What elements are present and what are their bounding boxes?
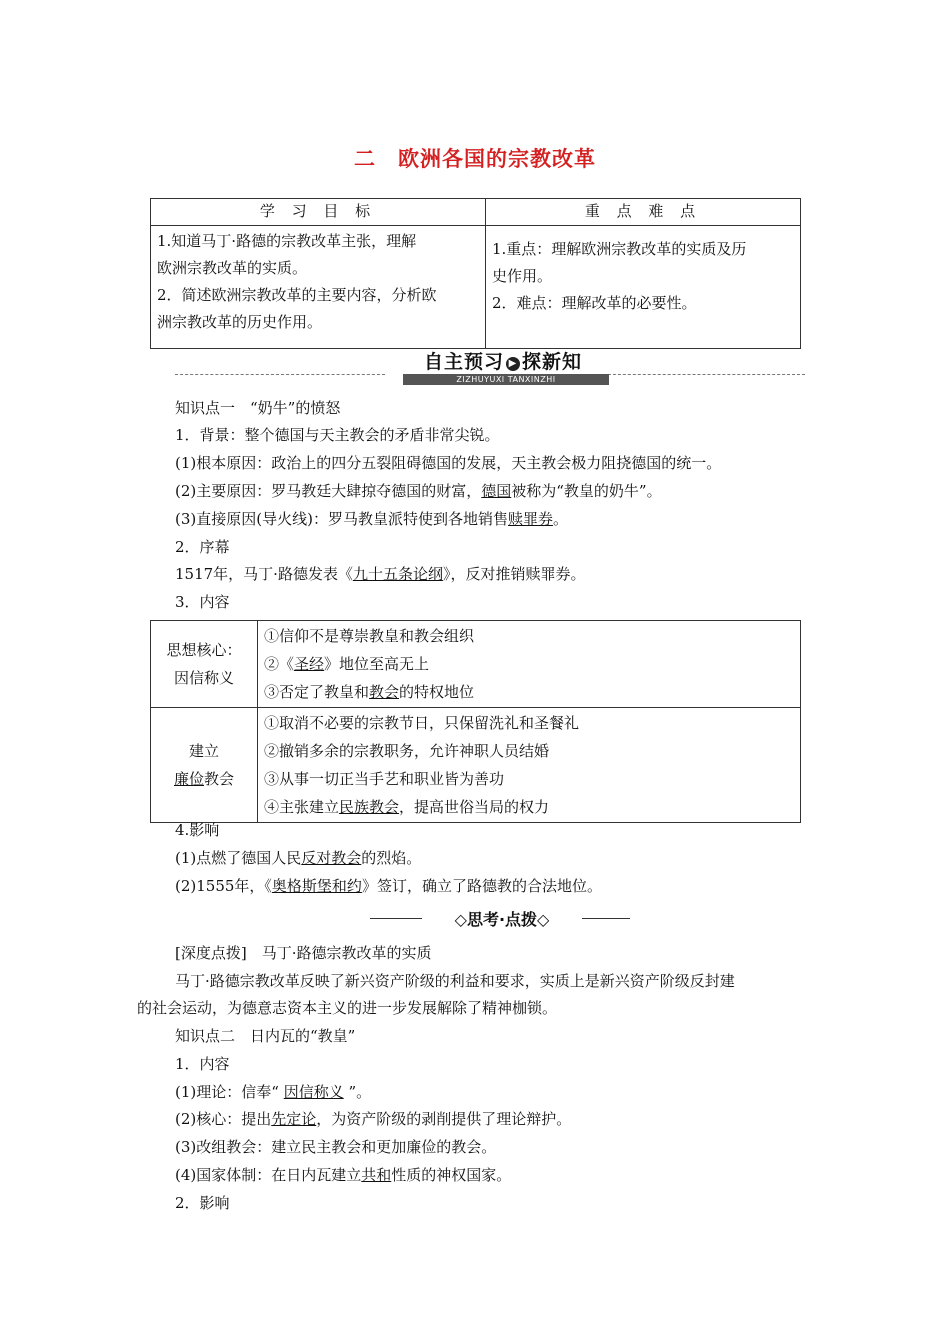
page-title: 二 欧洲各国的宗教改革 [354,147,596,171]
underlined-term: 德国 [481,482,512,500]
kp2-reorganize: (3)改组教会：建立民主教会和更加廉俭的教会。 [175,1138,497,1156]
underlined-term: 因信称义 [283,1083,344,1101]
content-key-cell [151,708,258,823]
underlined-term: 教会 [369,683,400,701]
kp1-background: 1．背景：整个德国与天主教会的矛盾非常尖锐。 [175,426,500,444]
text: 的特权地位 [399,683,475,701]
kp1-impact-1 [175,848,421,868]
banner-title-b: 探新知 [522,351,583,373]
goals-right-line: 2．难点：理解改革的必要性。 [492,294,697,312]
underlined-term: 赎罪券 [507,510,553,528]
underlined-term: 廉俭 [173,770,204,788]
divider-title: ◇思考·点拨◇ [454,910,550,929]
text: ④主张建立 [264,798,340,816]
content-value-line [264,678,799,706]
kp1-content-heading: 3．内容 [175,593,230,611]
text: 》签订，确立了路德教的合法地位。 [361,877,602,895]
kp2-core [175,1109,571,1129]
text: 性质的神权国家。 [391,1166,512,1184]
underlined-term: 民族教会 [339,798,400,816]
section-banner [175,347,805,385]
goals-header-left: 学 习 目 标 [151,199,486,226]
text: (1)理论：信奉“ [175,1083,284,1101]
goals-right-line: 1.重点：理解欧洲宗教改革的实质及历 [492,240,747,258]
text: 被称为“教皇的奶牛”。 [511,482,662,500]
divider-line-left [370,918,422,919]
goals-left-line: 2．简述欧洲宗教改革的主要内容，分析欧 [157,286,437,304]
kp1-direct-cause [175,509,568,529]
kp1-prelude-heading: 2．序幕 [175,538,230,556]
content-value-cell [258,708,801,823]
banner-subtitle: ZIZHUYUXI TANXINZHI [403,374,609,385]
content-value-line: ③从事一切正当手艺和职业皆为善功 [264,770,505,788]
insight-line: 马丁·路德宗教改革反映了新兴资产阶级的利益和要求，实质上是新兴资产阶级反封建 [175,972,735,990]
kp1-main-cause [175,481,662,501]
divider-line-right [582,918,630,919]
content-key-line: 建立 [188,742,219,760]
kp1-impact-2 [175,876,602,896]
kp2-heading: 知识点二 日内瓦的“教皇” [175,1027,356,1045]
text: 》，反对推销赎罪券。 [442,565,586,583]
content-value-line: ②撤销多余的宗教职务，允许神职人员结婚 [264,742,550,760]
underlined-term: 先定论 [271,1110,317,1128]
arrow-right-icon: ▶ [506,357,520,371]
goals-left-line: 洲宗教改革的历史作用。 [157,313,323,331]
kp1-impact-heading: 4.影响 [175,821,220,839]
underlined-term: 反对教会 [301,849,362,867]
underlined-term: 圣经 [294,655,325,673]
kp2-content-heading: 1．内容 [175,1055,230,1073]
text: 教会 [204,770,235,788]
insight-heading: [深度点拨] 马丁·路德宗教改革的实质 [175,944,432,962]
learning-goals-table [150,198,801,349]
content-value-line: ①取消不必要的宗教节日，只保留洗礼和圣餐礼 [264,714,580,732]
text: 的烈焰。 [361,849,422,867]
underlined-term: 九十五条论纲 [352,565,443,583]
text: ，提高世俗当局的权力 [399,798,550,816]
goals-cell-left [151,226,486,349]
goals-left-line: 1.知道马丁·路德的宗教改革主张，理解 [157,232,417,250]
goals-right-line: 史作用。 [492,267,553,285]
text: (1)点燃了德国人民 [175,849,302,867]
text: 1517年，马丁·路德发表《 [175,565,353,583]
text: ③否定了教皇和 [264,683,370,701]
text: (2)1555年，《 [175,877,272,895]
text: 》地位至高无上 [324,655,430,673]
goals-cell-right [486,226,801,349]
content-value-line [264,793,799,821]
insight-line: 的社会运动，为德意志资本主义的进一步发展解除了精神枷锁。 [137,999,558,1017]
kp2-impact-heading: 2．影响 [175,1194,230,1212]
content-key-line: 因信称义 [173,669,234,687]
content-value-line [264,650,799,678]
text: (2)主要原因：罗马教廷大肆掠夺德国的财富， [175,482,482,500]
banner-dashed-line-left [175,374,385,375]
banner-box [403,347,603,385]
kp1-heading: 知识点一 “奶牛”的愤怒 [175,399,341,417]
think-divider [370,907,630,931]
table-row [151,708,801,823]
kp2-state [175,1165,511,1185]
text: ”。 [343,1083,372,1101]
text: ②《 [264,655,295,673]
divider-text: 思考·点拨 [466,910,538,929]
text: (4)国家体制：在日内瓦建立 [175,1166,362,1184]
underlined-term: 共和 [361,1166,392,1184]
kp1-root-cause: (1)根本原因：政治上的四分五裂阻碍德国的发展，天主教会极力阻挠德国的统一。 [175,454,722,472]
content-key-line: 思想核心： [166,641,242,659]
banner-title-a: 自主预习 [423,351,504,373]
content-table [150,620,801,823]
content-key-line [152,765,256,793]
goals-header-right: 重 点 难 点 [486,199,801,226]
content-key-cell [151,621,258,708]
text: ，为资产阶级的剥削提供了理论辩护。 [316,1110,572,1128]
content-value-line: ①信仰不是尊崇教皇和教会组织 [264,627,475,645]
text: (2)核心：提出 [175,1110,272,1128]
kp1-prelude [175,564,585,584]
banner-title [403,347,603,374]
text: 。 [552,510,568,528]
underlined-term: 奥格斯堡和约 [271,877,362,895]
kp2-theory [175,1082,371,1102]
banner-dashed-line-right [593,374,805,375]
text: (3)直接原因(导火线)：罗马教皇派特使到各地销售 [175,510,508,528]
goals-left-line: 欧洲宗教改革的实质。 [157,259,308,277]
table-row [151,621,801,708]
content-value-cell [258,621,801,708]
